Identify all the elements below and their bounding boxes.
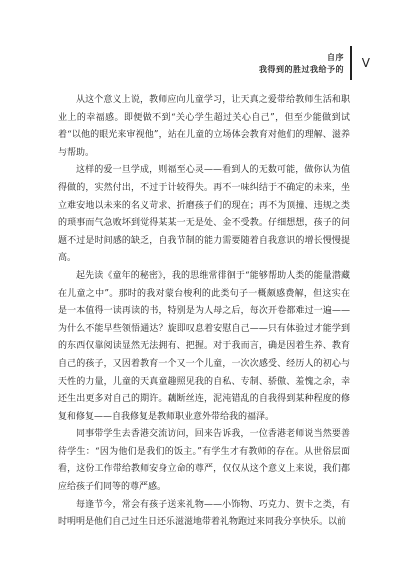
- paragraph: 同事带学生去香港交流访问，回来告诉我，一位香港老师说当然要善待学生：“因为他们是我们的饭主。”有学生才有教师的存在。从世俗层面看，这份工作带给教师安身立命的尊严，仅仅从这个意义上来说，我们都应给孩子们同等的尊严感。: [58, 429, 350, 493]
- paragraph: 从这个意义上说，教师应向儿童学习，让天真之爱带给教师生活和职业上的幸福感。即便做不到“关心学生超过关心自己”，但至少能做到试着“以他的眼光来审视他”，站在儿童的立场体会教育对他们的理解、滋养与帮助。: [58, 95, 350, 158]
- body-text: [58, 92, 350, 532]
- running-head: [259, 52, 344, 76]
- paragraph: 这样的爱一旦学成，则福至心灵——看到人的无数可能，做你认为值得做的，实然付出，不过于计较得失。再不一味纠结于不确定的未来，坐立难安地以未来的名义苛求、折磨孩子们的现在；再不为顶撞、违规之类的琐事而气急败坏到觉得某某一无是处、金不受教。仔细想想，孩子的问题不过是时间感的缺乏，自我节制的能力需要随着自我意识的增长慢慢提高。: [58, 165, 350, 264]
- chapter-title: 自序: [327, 53, 344, 62]
- page-number: V: [361, 56, 370, 70]
- header-divider: [350, 46, 352, 80]
- paragraph: 每逢节今，常会有孩子送来礼物——小饰物、巧克力、贺卡之类，有时明明是他们自己过生日还乐滋滋地带着礼物跑过来同我分享快乐。以前: [58, 499, 350, 528]
- paragraph: 起先读《童年的秘密》，我的思维常徘徊于“能够帮助人类的能量潜藏在儿童之中”。那时的我对蒙台梭利的此类句子一概颇感费解，但这实在是一本值得一读再读的书，特别是为人母之后，每次开卷都难过一遍——为什么不能早些领悟通达？旋即叹息着安慰自己——只有体验过才能学到的东西仅靠阅读显然无法拥有、把握。对于我而言，确是因着生养、教育自己的孩子，又因着教育一个又一个儿童，一次次感受、经历人的初心与天性的力量，儿童的天真童趣照见我的自私、专制、骄傲、羞愧之余，幸还生出更多对自己的期许。藕断丝连，泥沌错乱的自我得到某种程度的修复和修复——自我修复是教师职业意外带给我的福泽。: [58, 270, 350, 422]
- chapter-subtitle: 我得到的胜过我给予的: [259, 65, 344, 74]
